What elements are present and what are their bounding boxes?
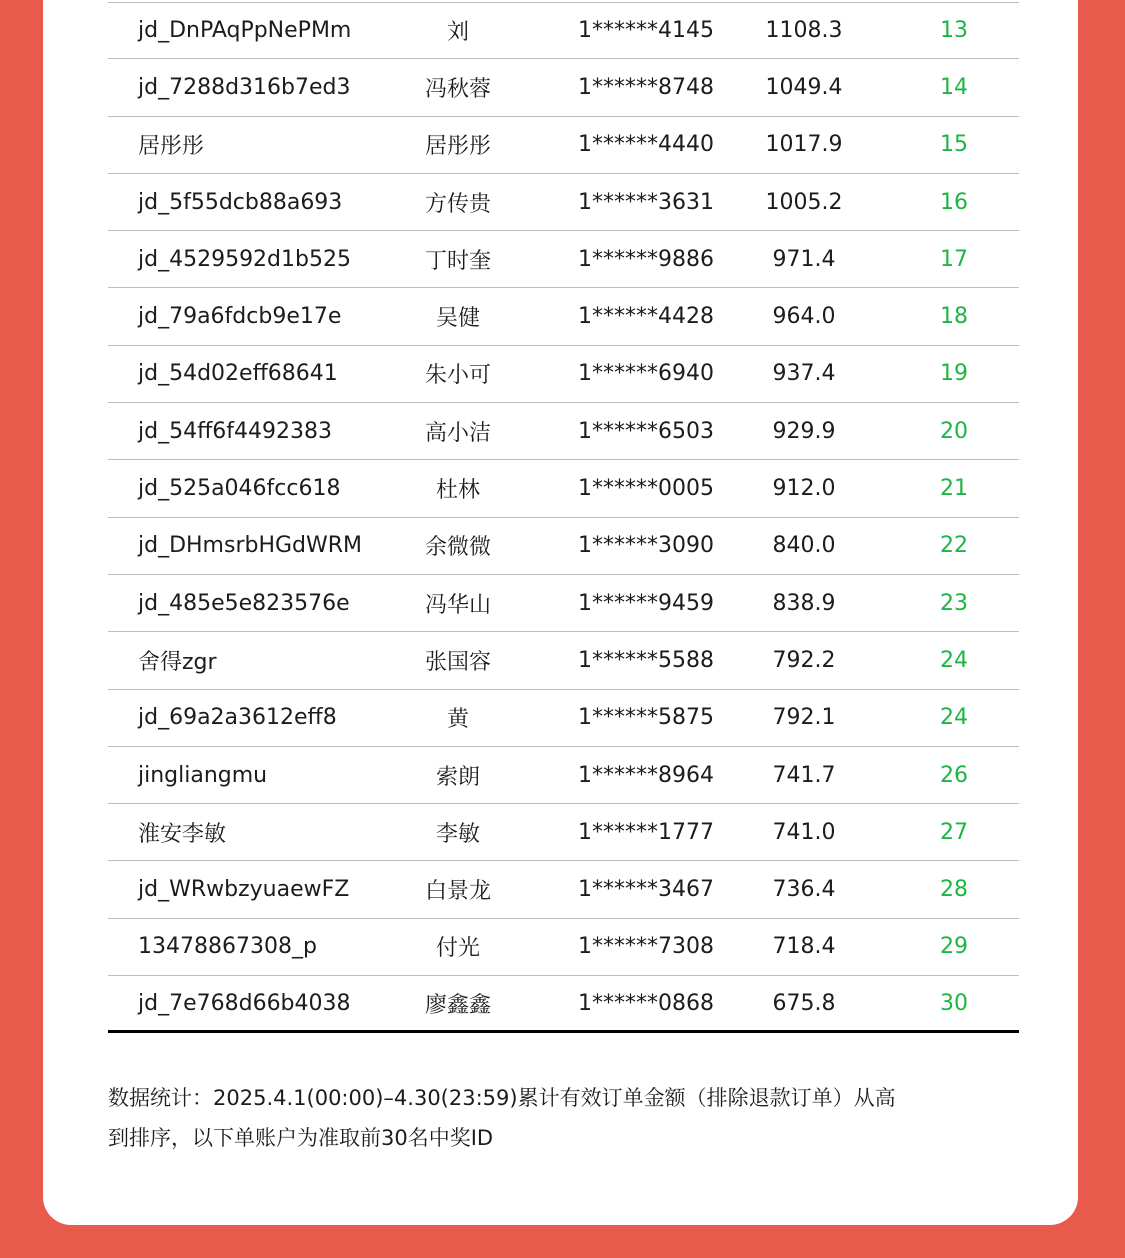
table-row xyxy=(108,976,1019,1033)
amount-cell: 937.4 xyxy=(772,361,836,387)
name-cell: 索朗 xyxy=(435,764,480,790)
table-row xyxy=(108,861,1019,918)
phone-cell: 1******3090 xyxy=(578,533,714,559)
user-id-cell: jingliangmu xyxy=(138,762,268,788)
rank-cell: 21 xyxy=(940,476,968,502)
phone-cell: 1******5588 xyxy=(578,647,714,673)
rank-cell: 14 xyxy=(940,74,968,100)
name-cell: 朱小可 xyxy=(424,363,491,389)
rank-cell: 24 xyxy=(940,705,968,731)
rank-cell: 23 xyxy=(940,590,968,616)
winners-table xyxy=(108,2,1019,1033)
table-row xyxy=(108,632,1019,689)
name-cell: 白景龙 xyxy=(424,879,491,905)
phone-cell: 1******9459 xyxy=(578,590,714,616)
phone-cell: 1******9886 xyxy=(578,246,714,272)
amount-cell: 1017.9 xyxy=(765,132,843,158)
table-row xyxy=(108,117,1019,174)
user-id-cell: jd_WRwbzyuaewFZ xyxy=(138,877,350,903)
user-id-cell: jd_DnPAqPpNePMm xyxy=(138,18,352,44)
name-cell: 吴健 xyxy=(435,306,480,332)
phone-cell: 1******3467 xyxy=(578,877,714,903)
amount-cell: 792.2 xyxy=(772,647,836,673)
name-cell: 丁时奎 xyxy=(424,248,491,274)
rank-cell: 24 xyxy=(940,647,968,673)
table-row xyxy=(108,460,1019,517)
user-id-cell: jd_DHmsrbHGdWRM xyxy=(138,533,363,559)
phone-cell: 1******6940 xyxy=(578,361,714,387)
name-cell: 高小洁 xyxy=(424,420,491,446)
amount-cell: 1108.3 xyxy=(765,18,843,44)
rank-cell: 28 xyxy=(940,877,968,903)
rank-cell: 16 xyxy=(940,189,968,215)
name-cell: 方传贵 xyxy=(424,191,491,217)
name-cell: 余微微 xyxy=(424,535,491,561)
table-row xyxy=(108,804,1019,861)
amount-cell: 741.0 xyxy=(772,819,836,845)
statistics-note-line-1: 数据统计：2025.4.1(00:00)–4.30(23:59)累计有效订单金额（排除退款订单）从高 xyxy=(108,1086,896,1110)
name-cell: 居彤彤 xyxy=(424,134,491,160)
phone-cell: 1******6503 xyxy=(578,418,714,444)
user-id-cell: 居彤彤 xyxy=(138,134,205,160)
table-row xyxy=(108,288,1019,345)
name-cell: 张国容 xyxy=(424,649,491,675)
statistics-note xyxy=(108,1078,1028,1158)
amount-cell: 1049.4 xyxy=(765,74,843,100)
amount-cell: 718.4 xyxy=(772,934,836,960)
amount-cell: 741.7 xyxy=(772,762,836,788)
amount-cell: 838.9 xyxy=(772,590,836,616)
user-id-cell: jd_7288d316b7ed3 xyxy=(138,74,351,100)
user-id-cell: jd_485e5e823576e xyxy=(138,590,350,616)
phone-cell: 1******4440 xyxy=(578,132,714,158)
rank-cell: 17 xyxy=(940,246,968,272)
amount-cell: 1005.2 xyxy=(765,189,843,215)
name-cell: 刘 xyxy=(446,20,469,46)
name-cell: 黄 xyxy=(446,707,469,733)
name-cell: 冯华山 xyxy=(424,592,491,618)
amount-cell: 675.8 xyxy=(772,990,836,1016)
table-row xyxy=(108,919,1019,976)
amount-cell: 736.4 xyxy=(772,877,836,903)
user-id-cell: jd_5f55dcb88a693 xyxy=(138,189,343,215)
amount-cell: 912.0 xyxy=(772,476,836,502)
phone-cell: 1******8964 xyxy=(578,762,714,788)
amount-cell: 929.9 xyxy=(772,418,836,444)
rank-cell: 26 xyxy=(940,762,968,788)
rank-cell: 15 xyxy=(940,132,968,158)
phone-cell: 1******5875 xyxy=(578,705,714,731)
table-row xyxy=(108,231,1019,288)
phone-cell: 1******4428 xyxy=(578,304,714,330)
phone-cell: 1******0868 xyxy=(578,990,714,1016)
name-cell: 付光 xyxy=(435,936,480,962)
name-cell: 冯秋蓉 xyxy=(424,76,491,102)
user-id-cell: 舍得zgr xyxy=(138,649,217,675)
user-id-cell: 13478867308_p xyxy=(138,934,317,960)
name-cell: 李敏 xyxy=(435,821,480,847)
phone-cell: 1******8748 xyxy=(578,74,714,100)
table-row xyxy=(108,174,1019,231)
table-row xyxy=(108,518,1019,575)
table-row xyxy=(108,2,1019,59)
table-row xyxy=(108,59,1019,116)
phone-cell: 1******3631 xyxy=(578,189,714,215)
name-cell: 廖鑫鑫 xyxy=(424,992,491,1018)
rank-cell: 27 xyxy=(940,819,968,845)
table-row xyxy=(108,575,1019,632)
table-row xyxy=(108,690,1019,747)
rank-cell: 19 xyxy=(940,361,968,387)
phone-cell: 1******0005 xyxy=(578,476,714,502)
amount-cell: 971.4 xyxy=(772,246,836,272)
user-id-cell: jd_7e768d66b4038 xyxy=(138,990,351,1016)
rank-cell: 22 xyxy=(940,533,968,559)
rank-cell: 20 xyxy=(940,418,968,444)
phone-cell: 1******1777 xyxy=(578,819,714,845)
user-id-cell: jd_4529592d1b525 xyxy=(138,246,351,272)
table-row xyxy=(108,403,1019,460)
amount-cell: 964.0 xyxy=(772,304,836,330)
amount-cell: 840.0 xyxy=(772,533,836,559)
rank-cell: 18 xyxy=(940,304,968,330)
user-id-cell: 淮安李敏 xyxy=(138,821,227,847)
user-id-cell: jd_54d02eff68641 xyxy=(138,361,338,387)
table-row xyxy=(108,747,1019,804)
statistics-note-line-2: 到排序，以下单账户为准取前30名中奖ID xyxy=(108,1126,494,1150)
rank-cell: 13 xyxy=(940,18,968,44)
table-row xyxy=(108,346,1019,403)
phone-cell: 1******7308 xyxy=(578,934,714,960)
rank-cell: 29 xyxy=(940,934,968,960)
user-id-cell: jd_79a6fdcb9e17e xyxy=(138,304,342,330)
user-id-cell: jd_69a2a3612eff8 xyxy=(138,705,337,731)
name-cell: 杜林 xyxy=(435,478,480,504)
phone-cell: 1******4145 xyxy=(578,18,714,44)
user-id-cell: jd_525a046fcc618 xyxy=(138,476,341,502)
amount-cell: 792.1 xyxy=(772,705,836,731)
user-id-cell: jd_54ff6f4492383 xyxy=(138,418,332,444)
rank-cell: 30 xyxy=(940,990,968,1016)
